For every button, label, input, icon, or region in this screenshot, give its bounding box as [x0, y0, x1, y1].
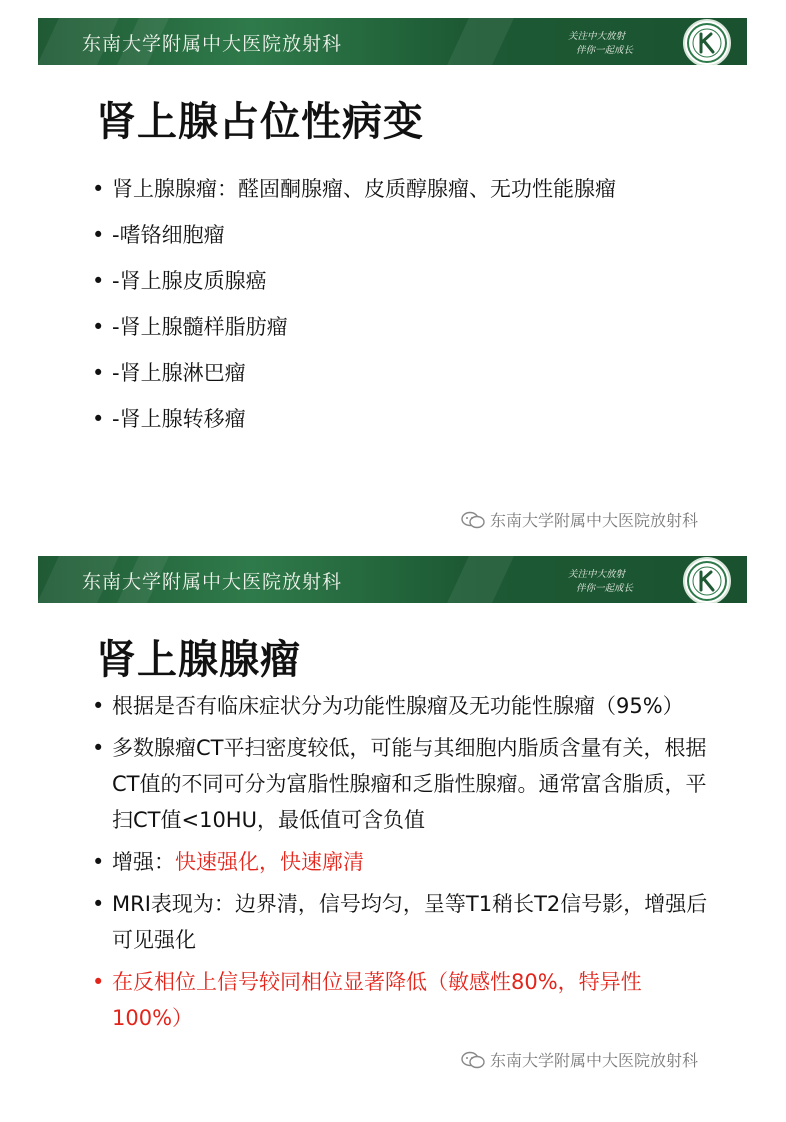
institution-name: 东南大学附属中大医院放射科 — [82, 571, 343, 593]
list-item — [90, 844, 710, 880]
list-item-highlighted: • 在反相位上信号较同相位显著降低（敏感性80%，特异性100%） — [90, 964, 710, 1036]
slide-title: 肾上腺占位性病变 — [96, 99, 424, 145]
list-item: • 多数腺瘤CT平扫密度较低，可能与其细胞内脂质含量有关，根据CT值的不同可分为富脂性腺瘤和乏脂性腺瘤。通常富含脂质，平扫CT值<10HU，最低值可含负值 — [90, 730, 710, 838]
watermark-text: 东南大学附属中大医院放射科 — [490, 511, 699, 530]
wechat-icon — [460, 1051, 486, 1069]
list-item: • -肾上腺髓样脂肪瘤 — [90, 311, 710, 344]
slogan-line-2: 伴你一起成长 — [576, 45, 634, 56]
list-item: • 根据是否有临床症状分为功能性腺瘤及无功能性腺瘤（95%） — [90, 688, 710, 724]
slogan-line-1: 关注中大放射 — [568, 569, 626, 580]
highlighted-text: 快速强化，快速廓清 — [175, 850, 364, 874]
department-logo-icon — [683, 19, 731, 65]
header-banner — [38, 556, 747, 603]
watermark-text: 东南大学附属中大医院放射科 — [490, 1051, 699, 1070]
slogan-line-2: 伴你一起成长 — [576, 583, 634, 594]
slide-2 — [38, 556, 747, 1096]
wechat-icon — [460, 511, 486, 529]
header-banner — [38, 18, 747, 65]
list-item: • MRI表现为：边界清，信号均匀，呈等T1稍长T2信号影，增强后可见强化 — [90, 886, 710, 958]
department-logo-icon — [683, 557, 731, 603]
slide-title: 肾上腺腺瘤 — [96, 637, 301, 683]
bullet-list — [90, 173, 710, 449]
list-item-label: 增强： — [112, 850, 175, 874]
institution-name: 东南大学附属中大医院放射科 — [82, 33, 343, 55]
slide-1 — [38, 18, 747, 538]
bullet-list — [90, 688, 710, 1042]
slogan-line-1: 关注中大放射 — [568, 31, 626, 42]
list-item: • -嗜铬细胞瘤 — [90, 219, 710, 252]
list-item: • 肾上腺腺瘤：醛固酮腺瘤、皮质醇腺瘤、无功性能腺瘤 — [90, 173, 710, 206]
list-item: • -肾上腺转移瘤 — [90, 403, 710, 436]
list-item: • -肾上腺淋巴瘤 — [90, 357, 710, 390]
list-item: • -肾上腺皮质腺癌 — [90, 265, 710, 298]
watermark — [460, 1048, 698, 1071]
watermark — [460, 508, 698, 531]
